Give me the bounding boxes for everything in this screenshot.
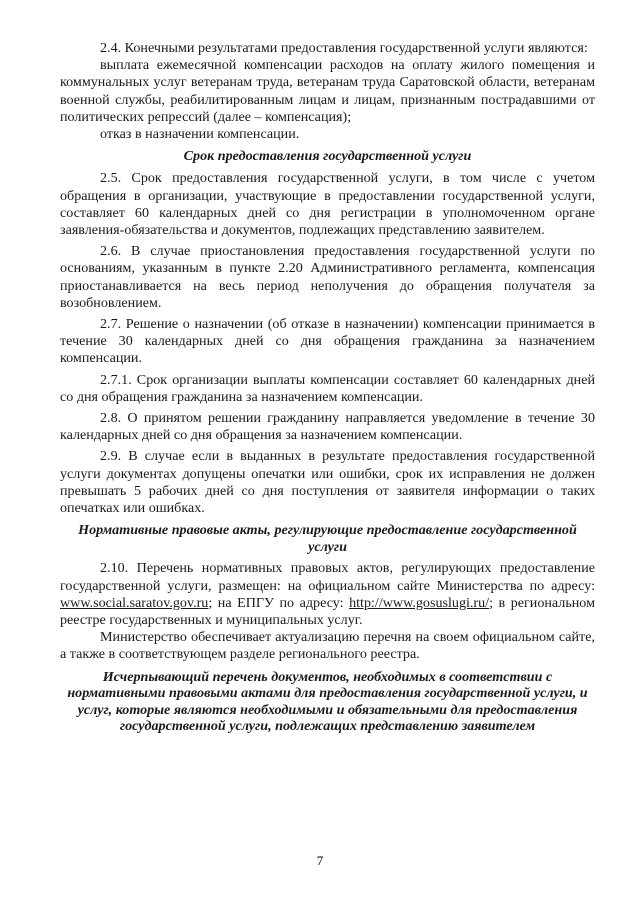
paragraph-2-8: 2.8. О принятом решении гражданину направляется уведомление в течение 30 календарных дней со дня обращения за назначением компенсации. [60,410,595,444]
paragraph-2-10-mid: ; на ЕПГУ по адресу: [208,594,350,611]
paragraph-2-7-1: 2.7.1. Срок организации выплаты компенсации составляет 60 календарных дней со дня обращения гражданина за назначением компенсации. [60,371,595,405]
paragraph-2-10-start: 2.10. Перечень нормативных правовых актов, регулирующих предоставление государственной услуги, размещен: на официальном сайте Министерства по адресу: [60,560,595,594]
page-number: 7 [316,853,324,868]
heading-service-term: Срок предоставления государственной услуги [183,148,472,165]
paragraph-2-6: 2.6. В случае приостановления предоставления государственной услуги по основаниям, указанным в пункте 2.20 Административного регламента, компенсация приостанавливается на весь период неполучения до обращения получателя за возобновлением. [60,243,595,311]
paragraph-2-10 [60,560,595,629]
gosuslugi-link[interactable]: http://www.gosuslugi.ru/ [349,594,490,611]
ministry-site-link[interactable]: www.social.saratov.gov.ru [60,594,209,611]
paragraph-ministry-update: Министерство обеспечивает актуализацию перечня на своем официальном сайте, а также в соответствующем разделе регионального реестра. [60,629,595,663]
paragraph-2-9: 2.9. В случае если в выданных в результате предоставления государственной услуги документах допущены опечатки или ошибки, срок их исправления не должен превышать 5 рабочих дней со дня поступления от заявителя информации о таких опечатках или ошибках. [60,448,595,517]
paragraph-2-4-result-a: выплата ежемесячной компенсации расходов на оплату жилого помещения и коммунальных услуг ветеранам труда, ветеранам труда Саратовской области, ветеранам военной службы, реабилитированным лицам и лицам, признанным пострадавшими от политических репрессий (далее – компенсация); [60,57,595,125]
paragraph-2-5: 2.5. Срок предоставления государственной услуги, в том числе с учетом обращения в организации, участвующие в предоставлении государственной услуги, составляет 60 календарных дней со дня регистрации в уполномоченном органе заявления-обязательства и документов, подлежащих представлению заявителем. [60,170,595,239]
paragraph-2-10-end: ; в региональном реестре государственных и муниципальных услуг. [60,594,595,629]
heading-legal-acts: Нормативные правовые акты, регулирующие предоставление государственной услуги [78,522,577,555]
paragraph-2-7: 2.7. Решение о назначении (об отказе в назначении) компенсации принимается в течение 30 календарных дней со дня обращения гражданина за назначением компенсации. [60,316,595,367]
paragraph-2-4: 2.4. Конечными результатами предоставления государственной услуги являются: [100,40,588,56]
heading-documents-list: Исчерпывающий перечень документов, необходимых в соответствии с нормативными правовыми актами для предоставления государственной услуги, и услуг, которые являются необходимыми и обязательными для предоставления государственной услуги, подлежащих представлению заявителем [67,668,588,735]
paragraph-2-4-result-b: отказ в назначении компенсации. [100,126,300,143]
